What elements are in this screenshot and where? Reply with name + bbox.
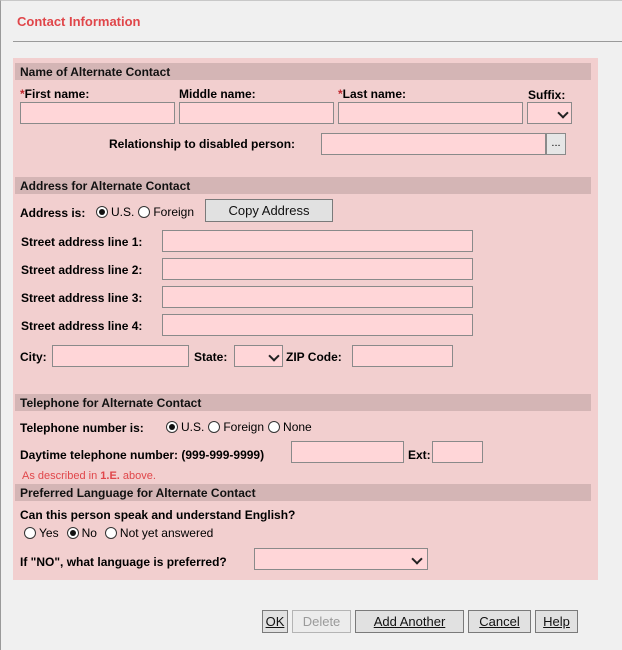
- radio-empty-icon: [208, 421, 220, 433]
- english-question-label: Can this person speak and understand English?: [20, 508, 296, 522]
- cancel-button[interactable]: Cancel: [468, 610, 531, 633]
- page-title: Contact Information: [17, 14, 141, 29]
- address-foreign-radio[interactable]: Foreign: [138, 205, 194, 219]
- relationship-label: Relationship to disabled person:: [109, 137, 296, 151]
- radio-empty-icon: [24, 527, 36, 539]
- delete-button[interactable]: Delete: [292, 610, 351, 633]
- phone-section-header: Telephone for Alternate Contact: [15, 394, 591, 411]
- city-label: City:: [20, 350, 47, 364]
- state-select[interactable]: [234, 345, 283, 367]
- required-mark: *: [338, 87, 343, 101]
- daytime-phone-label: Daytime telephone number: (999-999-9999): [20, 448, 265, 462]
- street3-input[interactable]: [162, 286, 473, 308]
- state-label: State:: [194, 350, 228, 364]
- preferred-language-select[interactable]: [254, 548, 428, 570]
- street2-label: Street address line 2:: [21, 263, 143, 277]
- ok-button[interactable]: OK: [262, 610, 288, 633]
- ext-label: Ext:: [408, 448, 431, 462]
- english-yes-radio[interactable]: Yes: [24, 526, 59, 540]
- last-name-label: *Last name:: [338, 87, 407, 101]
- english-not-yet-radio[interactable]: Not yet answered: [105, 526, 213, 540]
- radio-selected-icon: [67, 527, 79, 539]
- middle-name-input[interactable]: [179, 102, 334, 124]
- last-name-input[interactable]: [338, 102, 523, 124]
- phone-none-radio[interactable]: None: [268, 420, 312, 434]
- daytime-phone-input[interactable]: [291, 441, 404, 463]
- relationship-browse-button[interactable]: ...: [546, 133, 566, 155]
- address-is-label: Address is:: [20, 206, 86, 220]
- ext-input[interactable]: [432, 441, 483, 463]
- phone-us-radio[interactable]: U.S.: [166, 420, 204, 434]
- first-name-label: *First name:: [20, 87, 90, 101]
- chevron-down-icon: [411, 553, 422, 564]
- required-mark: *: [20, 87, 25, 101]
- city-input[interactable]: [52, 345, 189, 367]
- address-section-header: Address for Alternate Contact: [15, 177, 591, 194]
- street2-input[interactable]: [162, 258, 473, 280]
- header-divider: [13, 41, 622, 42]
- english-radio-group: [24, 526, 217, 540]
- address-us-radio[interactable]: U.S.: [96, 205, 134, 219]
- zip-input[interactable]: [352, 345, 453, 367]
- add-another-button[interactable]: Add Another: [355, 610, 464, 633]
- phone-foreign-radio[interactable]: Foreign: [208, 420, 264, 434]
- preferred-language-label: If "NO", what language is preferred?: [20, 555, 227, 569]
- address-type-radio-group: [96, 205, 198, 219]
- relationship-input[interactable]: [321, 133, 546, 155]
- phone-note: As described in 1.E. above.: [22, 470, 156, 482]
- street3-label: Street address line 3:: [21, 291, 143, 305]
- phone-is-label: Telephone number is:: [20, 421, 144, 435]
- language-section-header: Preferred Language for Alternate Contact: [15, 484, 591, 501]
- copy-address-button[interactable]: Copy Address: [205, 199, 333, 222]
- street1-input[interactable]: [162, 230, 473, 252]
- suffix-select[interactable]: [527, 102, 572, 124]
- middle-name-label: Middle name:: [179, 87, 256, 101]
- chevron-down-icon: [557, 107, 568, 118]
- help-button[interactable]: Help: [535, 610, 578, 633]
- street1-label: Street address line 1:: [21, 235, 143, 249]
- radio-empty-icon: [138, 206, 150, 218]
- english-no-radio[interactable]: No: [67, 526, 97, 540]
- radio-empty-icon: [105, 527, 117, 539]
- zip-label: ZIP Code:: [286, 350, 342, 364]
- radio-empty-icon: [268, 421, 280, 433]
- name-section-header: Name of Alternate Contact: [15, 63, 591, 80]
- radio-selected-icon: [166, 421, 178, 433]
- chevron-down-icon: [268, 350, 279, 361]
- radio-selected-icon: [96, 206, 108, 218]
- street4-label: Street address line 4:: [21, 319, 143, 333]
- suffix-label: Suffix:: [528, 88, 566, 102]
- street4-input[interactable]: [162, 314, 473, 336]
- first-name-input[interactable]: [20, 102, 175, 124]
- phone-type-radio-group: [166, 420, 316, 434]
